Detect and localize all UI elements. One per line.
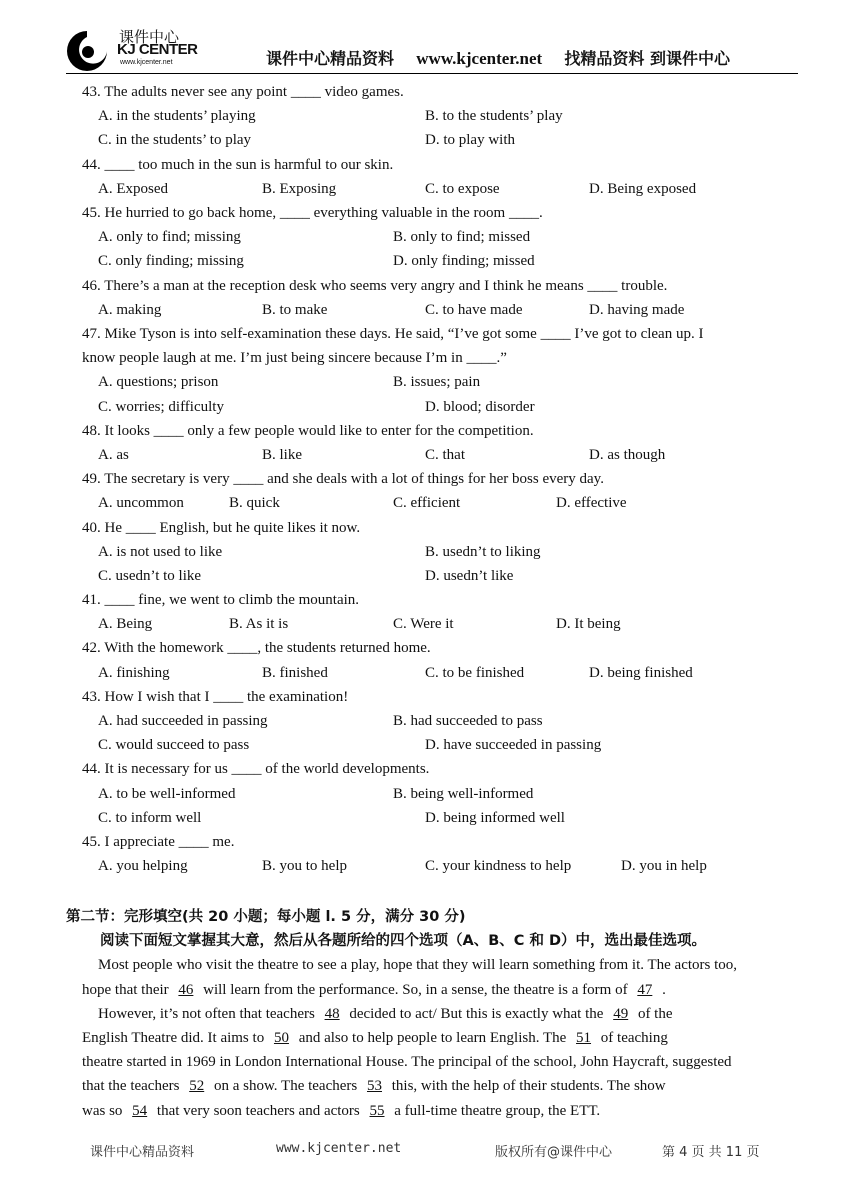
answer-option[interactable]: A. questions; prison <box>98 374 219 391</box>
answer-option[interactable]: B. to make <box>262 301 328 318</box>
answer-option[interactable]: D. as though <box>589 446 666 463</box>
cloze-section <box>66 905 801 1123</box>
blank-53: 53 <box>367 1078 382 1095</box>
answer-option[interactable]: C. to inform well <box>98 809 202 826</box>
answer-option[interactable]: A. is not used to like <box>98 543 223 560</box>
answer-option[interactable]: B. quick <box>229 495 280 512</box>
question-stem: 41. ____ fine, we went to climb the mountain. <box>82 592 360 609</box>
answer-option[interactable]: B. to the students’ play <box>425 108 563 125</box>
answer-option[interactable]: C. to have made <box>425 301 523 318</box>
answer-option[interactable]: C. to expose <box>425 180 500 197</box>
passage-text: and also to help people to learn English. The <box>298 1030 567 1047</box>
answer-option[interactable]: C. only finding; missing <box>98 253 244 270</box>
passage <box>66 953 801 1122</box>
question-stem: 46. There’s a man at the reception desk who seems very angry and I think he means ____ trouble. <box>82 277 668 294</box>
answer-option[interactable]: A. in the students’ playing <box>98 108 256 125</box>
blank-46: 46 <box>178 981 194 998</box>
footer-url[interactable]: www.kjcenter.net <box>276 1141 402 1156</box>
header-url[interactable]: www.kjcenter.net <box>416 49 543 68</box>
option-row <box>82 177 798 201</box>
answer-option[interactable]: C. that <box>425 446 465 463</box>
option-row <box>82 395 798 419</box>
blank-51: 51 <box>576 1030 592 1047</box>
answer-option[interactable]: B. being well-informed <box>393 785 534 802</box>
answer-option[interactable]: D. effective <box>556 495 627 512</box>
answer-option[interactable]: A. only to find; missing <box>98 229 241 246</box>
answer-option[interactable]: D. being informed well <box>425 809 565 826</box>
option-row <box>82 249 798 273</box>
answer-option[interactable]: A. uncommon <box>98 495 184 512</box>
answer-option[interactable]: D. to play with <box>425 132 515 149</box>
question-list <box>82 80 798 878</box>
passage-text: was so <box>82 1102 123 1119</box>
blank-48: 48 <box>324 1005 340 1022</box>
option-row <box>82 298 798 322</box>
passage-text: will learn from the performance. So, in a sense, the theatre is a form of <box>203 981 628 998</box>
answer-option[interactable]: B. you to help <box>262 858 347 875</box>
answer-option[interactable]: C. in the students’ to play <box>98 132 252 149</box>
passage-text: that very soon teachers and actors <box>156 1102 360 1119</box>
logo-url-text: www.kjcenter.net <box>120 59 173 66</box>
answer-option[interactable]: C. would succeed to pass <box>98 737 250 754</box>
option-row <box>82 225 798 249</box>
question-stem: 49. The secretary is very ____ and she deals with a lot of things for her boss every day. <box>82 471 604 488</box>
answer-option[interactable]: D. blood; disorder <box>425 398 535 415</box>
blank-52: 52 <box>189 1078 205 1095</box>
option-row <box>82 782 798 806</box>
option-row <box>82 806 798 830</box>
answer-option[interactable]: C. Were it <box>393 616 454 633</box>
answer-option[interactable]: B. only to find; missed <box>393 229 531 246</box>
answer-option[interactable]: A. Being <box>98 616 153 633</box>
page-header <box>60 22 800 74</box>
answer-option[interactable]: B. As it is <box>229 616 289 633</box>
answer-option[interactable]: B. finished <box>262 664 328 681</box>
passage-text: decided to act/ But this is exactly what the <box>349 1005 604 1022</box>
logo-en-text: KJ CENTER <box>117 41 198 58</box>
answer-option[interactable]: C. to be finished <box>425 664 525 681</box>
option-row <box>82 128 798 152</box>
answer-option[interactable]: A. Exposed <box>98 180 168 197</box>
answer-option[interactable]: D. have succeeded in passing <box>425 737 602 754</box>
option-row <box>82 491 798 515</box>
blank-47: 47 <box>637 981 653 998</box>
logo-cn-text: 课件中心 <box>119 28 180 46</box>
option-row <box>82 370 798 394</box>
passage-text: English Theatre did. It aims to <box>82 1030 265 1047</box>
header-title-cn: 课件中心精品资料 <box>266 49 395 68</box>
passage-text: theatre started in 1969 in London International House. The principal of the school, John Haycraft, suggested <box>82 1054 732 1071</box>
answer-option[interactable]: C. your kindness to help <box>425 858 572 875</box>
blank-49: 49 <box>613 1005 629 1022</box>
option-row <box>82 661 798 685</box>
answer-option[interactable]: A. as <box>98 446 129 463</box>
option-row <box>82 854 798 878</box>
question-stem: 45. I appreciate ____ me. <box>82 834 235 851</box>
answer-option[interactable]: D. Being exposed <box>589 180 697 197</box>
answer-option[interactable]: A. to be well-informed <box>98 785 236 802</box>
answer-option[interactable]: A. you helping <box>98 858 188 875</box>
blank-54: 54 <box>132 1102 148 1119</box>
header-slogan: 找精品资料 到课件中心 <box>564 49 730 68</box>
question-stem: 44. It is necessary for us ____ of the world developments. <box>82 761 430 778</box>
answer-option[interactable]: B. issues; pain <box>393 374 481 391</box>
option-row <box>82 612 798 636</box>
answer-option[interactable]: A. making <box>98 301 162 318</box>
passage-text: on a show. The teachers <box>213 1078 358 1095</box>
option-row <box>82 733 798 757</box>
kjcenter-logo <box>64 22 204 74</box>
section-instruction: 阅读下面短文掌握其大意，然后从各题所给的四个选项（A、B、C 和 D）中，选出最佳选项。 <box>100 933 707 950</box>
question-stem-cont: know people laugh at me. I’m just being sincere because I’m in ____.” <box>82 350 507 367</box>
question-stem: 48. It looks ____ only a few people would like to enter for the competition. <box>82 422 534 439</box>
answer-option[interactable]: C. efficient <box>393 495 461 512</box>
swirl-logo-icon <box>64 28 110 74</box>
answer-option[interactable]: D. It being <box>556 616 621 633</box>
blank-55: 55 <box>369 1102 385 1119</box>
answer-option[interactable]: C. usedn’t to like <box>98 567 202 584</box>
passage-text: of the <box>637 1005 673 1022</box>
answer-option[interactable]: B. Exposing <box>262 180 337 197</box>
header-titles <box>266 46 730 69</box>
option-row <box>82 709 798 733</box>
passage-text: However, it’s not often that teachers <box>98 1005 315 1022</box>
passage-text: this, with the help of their students. The show <box>391 1078 666 1095</box>
option-row <box>82 443 798 467</box>
answer-option[interactable]: A. had succeeded in passing <box>98 713 268 730</box>
question-stem: 44. ____ too much in the sun is harmful to our skin. <box>82 156 394 173</box>
answer-option[interactable]: B. had succeeded to pass <box>393 713 543 730</box>
option-row <box>82 564 798 588</box>
question-stem: 45. He hurried to go back home, ____ everything valuable in the room ____. <box>82 204 543 221</box>
question-stem: 47. Mike Tyson is into self-examination these days. He said, “I’ve got some ____ I’ve got to clean up. I <box>82 325 704 342</box>
section-title: 第二节：完形填空(共 20 小题；每小题 l. 5 分，满分 30 分) <box>66 909 466 925</box>
answer-option[interactable]: A. finishing <box>98 664 170 681</box>
passage-text: . <box>662 981 666 998</box>
answer-option[interactable]: B. like <box>262 446 302 463</box>
passage-text: a full-time theatre group, the ETT. <box>394 1102 601 1119</box>
passage-text: of teaching <box>600 1030 668 1047</box>
footer-page-number: 第 4 页 共 11 页 <box>662 1145 760 1160</box>
answer-option[interactable]: B. usedn’t to liking <box>425 543 541 560</box>
answer-option[interactable]: D. being finished <box>589 664 693 681</box>
question-stem: 40. He ____ English, but he quite likes it now. <box>82 519 361 536</box>
option-row <box>82 540 798 564</box>
answer-option[interactable]: D. only finding; missed <box>393 253 535 270</box>
footer-brand: 课件中心精品资料 <box>90 1145 195 1160</box>
question-stem: 43. How I wish that I ____ the examination! <box>82 688 349 705</box>
blank-50: 50 <box>273 1030 289 1047</box>
answer-option[interactable]: C. worries; difficulty <box>98 398 224 415</box>
answer-option[interactable]: D. having made <box>589 301 685 318</box>
answer-option[interactable]: D. you in help <box>621 858 707 875</box>
question-stem: 42. With the homework ____, the students returned home. <box>82 640 431 657</box>
passage-text: Most people who visit the theatre to see a play, hope that they will learn something from it. The actors too, <box>98 957 738 974</box>
question-stem: 43. The adults never see any point ____ video games. <box>82 84 404 100</box>
header-divider <box>66 73 798 74</box>
passage-text: that the teachers <box>82 1078 180 1095</box>
passage-text: hope that their <box>82 981 169 998</box>
option-row <box>82 104 798 128</box>
footer-copyright: 版权所有@课件中心 <box>495 1145 613 1160</box>
answer-option[interactable]: D. usedn’t like <box>425 567 514 584</box>
